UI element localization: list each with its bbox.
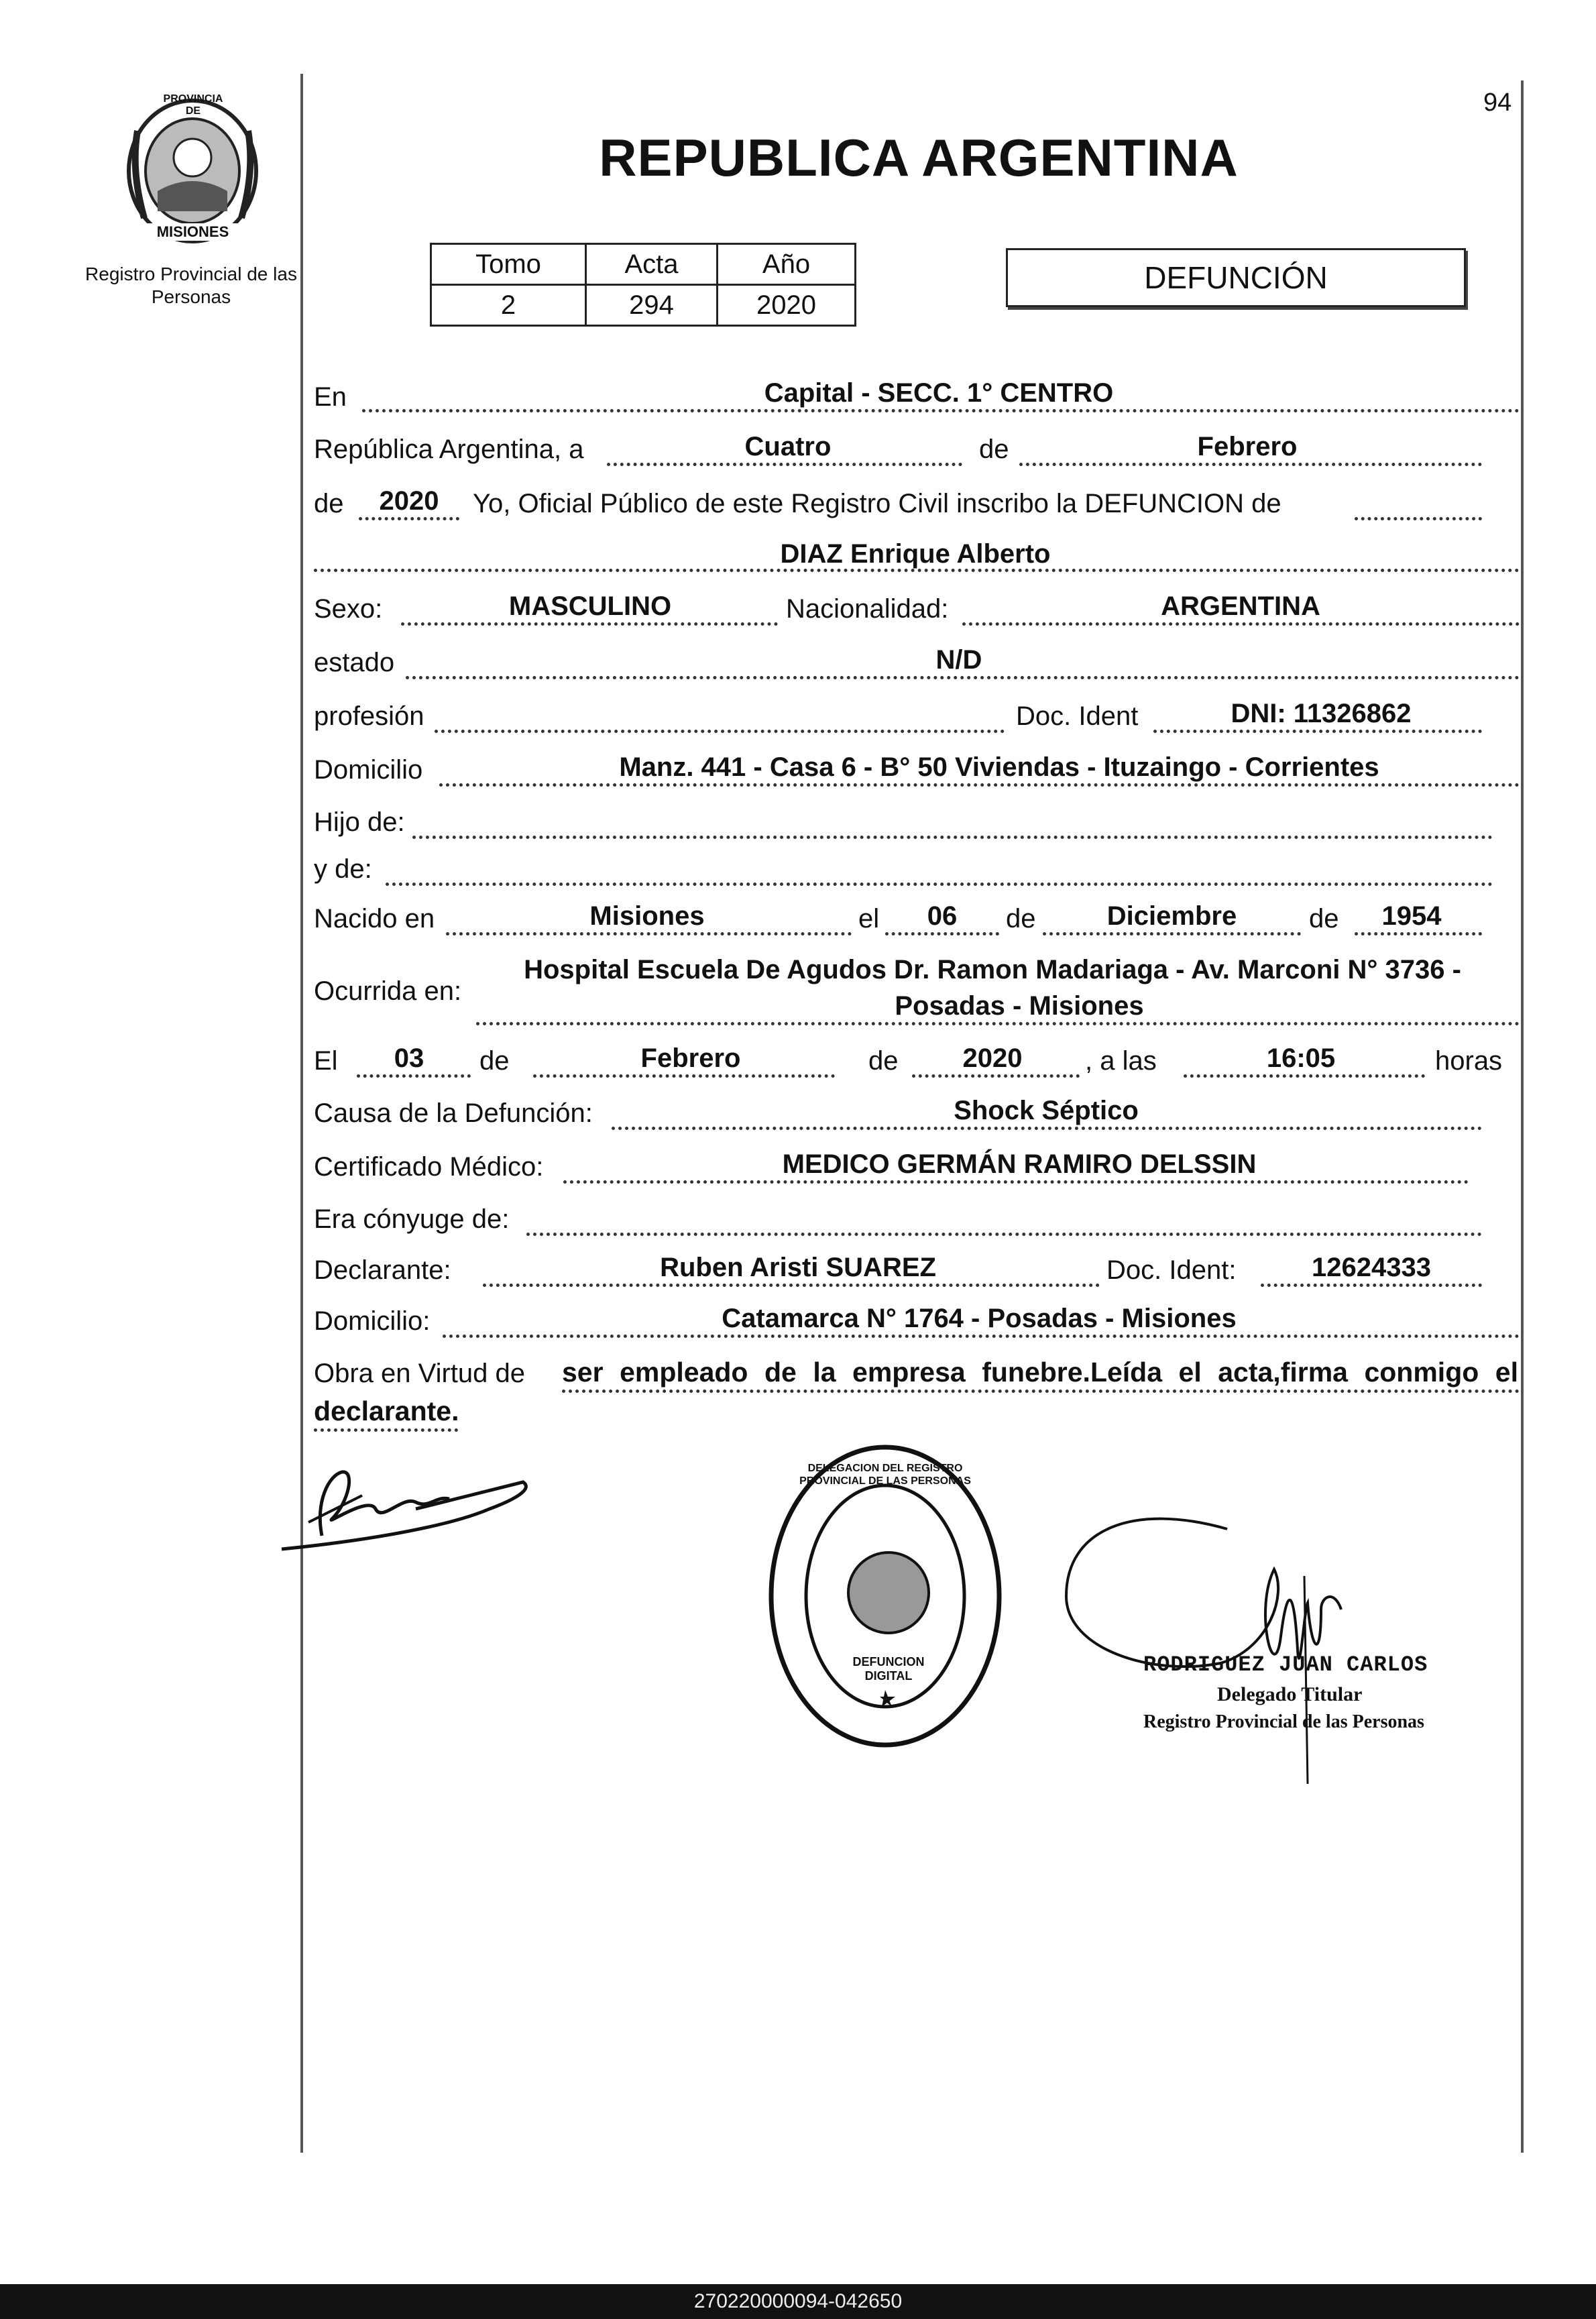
obra-value-line1: ser empleado de la empresa funebre.Leída el acta,firma conmigo el <box>562 1357 1518 1388</box>
month-value: Febrero <box>1197 432 1298 461</box>
y-de-dots <box>386 883 1493 886</box>
a-las-label: , a las <box>1085 1046 1157 1076</box>
death-year: 2020 <box>962 1043 1023 1073</box>
ocurrida-label: Ocurrida en: <box>314 976 462 1006</box>
registry-stamp-icon <box>764 1442 1006 1750</box>
certificado-dots <box>563 1180 1469 1184</box>
en-dots <box>362 409 1520 412</box>
page-title: REPUBLICA ARGENTINA <box>599 128 1239 187</box>
left-margin-rule <box>300 74 303 2153</box>
header-tomo: Tomo <box>431 244 586 285</box>
decl-domicilio-dots <box>443 1335 1520 1338</box>
ocurrida-dots <box>476 1022 1520 1025</box>
horas-label: horas <box>1435 1046 1503 1076</box>
record-table <box>430 243 856 327</box>
death-day-dots <box>357 1074 471 1078</box>
doc-ident-dots <box>1153 730 1482 733</box>
death-month: Febrero <box>640 1043 741 1073</box>
nacionalidad-value: ARGENTINA <box>1161 591 1320 621</box>
death-year-dots <box>912 1074 1080 1078</box>
birth-year-dots <box>1355 932 1482 936</box>
conyuge-dots <box>526 1233 1482 1236</box>
header-acta: Acta <box>586 244 718 285</box>
day-value: Cuatro <box>744 432 832 461</box>
stamp-ring-text: DELEGACION DEL REGISTRO PROVINCIAL DE LAS PERSONAS <box>799 1463 971 1487</box>
decl-doc-dots <box>1261 1284 1482 1287</box>
domicilio-label: Domicilio <box>314 755 423 785</box>
birth-day: 06 <box>927 901 958 931</box>
ocurrida-line2: Posadas - Misiones <box>895 991 1144 1021</box>
footer-code-bar <box>0 2284 1596 2319</box>
death-day: 03 <box>394 1043 424 1073</box>
conyuge-label: Era cónyuge de: <box>314 1204 510 1234</box>
nacido-value: Misiones <box>589 901 705 931</box>
en-label: En <box>314 382 347 412</box>
el-cap-label: El <box>314 1046 338 1076</box>
causa-label: Causa de la Defunción: <box>314 1098 593 1128</box>
sexo-dots <box>401 622 778 626</box>
profesion-dots <box>435 730 1005 733</box>
name-dots <box>314 569 1520 572</box>
de-label-1: de <box>979 435 1009 464</box>
oficial-dots <box>1355 517 1482 520</box>
birth-day-dots <box>885 932 999 936</box>
decl-doc-value: 12624333 <box>1312 1253 1431 1282</box>
official-signature <box>1053 1475 1428 1784</box>
el-label: el <box>858 904 880 934</box>
certificado-value: MEDICO GERMÁN RAMIRO DELSSIN <box>782 1149 1257 1179</box>
nacionalidad-label: Nacionalidad: <box>786 594 949 624</box>
de-label-3: de <box>1006 904 1036 934</box>
page-number: 94 <box>1483 89 1512 117</box>
causa-value: Shock Séptico <box>954 1096 1139 1125</box>
month-dots <box>1019 463 1482 466</box>
doc-ident-label: Doc. Ident <box>1016 701 1139 731</box>
official-stamp <box>764 1442 1006 1750</box>
de-label-6: de <box>868 1046 899 1076</box>
obra-label: Obra en Virtud de <box>314 1359 526 1388</box>
record-type-box: DEFUNCIÓN <box>1006 248 1466 307</box>
official-office: Registro Provincial de las Personas <box>1143 1711 1424 1732</box>
nacido-label: Nacido en <box>314 904 435 934</box>
value-tomo: 2 <box>431 285 586 326</box>
profesion-label: profesión <box>314 701 424 731</box>
year-value: 2020 <box>379 486 439 516</box>
decl-domicilio-label: Domicilio: <box>314 1306 431 1336</box>
nacido-dots <box>446 932 852 936</box>
header-anio: Año <box>718 244 856 285</box>
footer-code: 270220000094-042650 <box>693 2290 903 2312</box>
estado-dots <box>406 676 1520 679</box>
nacionalidad-dots <box>962 622 1520 626</box>
de-label-2: de <box>314 489 344 518</box>
stamp-inner-text: DEFUNCION DIGITAL <box>852 1655 925 1683</box>
de-label-4: de <box>1309 904 1339 934</box>
obra-dots-2 <box>314 1428 458 1432</box>
value-acta: 294 <box>586 285 718 326</box>
decl-doc-label: Doc. Ident: <box>1106 1255 1237 1285</box>
birth-month: Diciembre <box>1106 901 1237 931</box>
birth-month-dots <box>1043 932 1301 936</box>
obra-value-line2: declarante. <box>314 1396 459 1426</box>
death-month-dots <box>533 1074 835 1078</box>
province-logo <box>117 91 268 248</box>
value-anio: 2020 <box>718 285 856 326</box>
declarant-signature <box>268 1455 550 1563</box>
declarante-label: Declarante: <box>314 1255 451 1285</box>
sexo-value: MASCULINO <box>508 591 672 621</box>
declarante-dots <box>483 1284 1100 1287</box>
domicilio-value: Manz. 441 - Casa 6 - B° 50 Viviendas - Ituzaingo - Corrientes <box>619 752 1379 782</box>
sexo-label: Sexo: <box>314 594 383 624</box>
causa-dots <box>612 1127 1482 1130</box>
declarante-value: Ruben Aristi SUAREZ <box>660 1253 936 1282</box>
de-label-5: de <box>479 1046 510 1076</box>
domicilio-dots <box>439 783 1520 787</box>
death-time-dots <box>1184 1074 1425 1078</box>
obra-dots-1 <box>562 1390 1520 1393</box>
republica-label: República Argentina, a <box>314 435 584 464</box>
official-name: RODRIGUEZ JUAN CARLOS <box>1143 1652 1428 1677</box>
logo-text-top: PROVINCIA DE <box>163 93 223 117</box>
en-value: Capital - SECC. 1° CENTRO <box>764 378 1114 408</box>
estado-label: estado <box>314 648 395 677</box>
hijo-label: Hijo de: <box>314 807 405 837</box>
day-dots <box>607 463 962 466</box>
decl-domicilio-value: Catamarca N° 1764 - Posadas - Misiones <box>722 1304 1237 1333</box>
logo-text-bottom: MISIONES <box>144 223 241 241</box>
deceased-name: DIAZ Enrique Alberto <box>780 539 1051 569</box>
estado-value: N/D <box>935 645 982 675</box>
death-time: 16:05 <box>1266 1043 1336 1073</box>
official-role: Delegado Titular <box>1217 1683 1363 1705</box>
birth-year: 1954 <box>1381 901 1442 931</box>
registry-name: Registro Provincial de las Personas <box>85 264 297 307</box>
year-dots <box>359 517 459 520</box>
ocurrida-line1: Hospital Escuela De Agudos Dr. Ramon Madariaga - Av. Marconi N° 3736 - <box>524 955 1461 984</box>
doc-ident-value: DNI: 11326862 <box>1231 699 1412 728</box>
certificado-label: Certificado Médico: <box>314 1152 544 1182</box>
hijo-dots <box>412 836 1493 839</box>
y-de-label: y de: <box>314 854 372 884</box>
oficial-text: Yo, Oficial Público de este Registro Civil inscribo la DEFUNCION de <box>473 489 1281 518</box>
right-margin-rule <box>1521 80 1524 2153</box>
